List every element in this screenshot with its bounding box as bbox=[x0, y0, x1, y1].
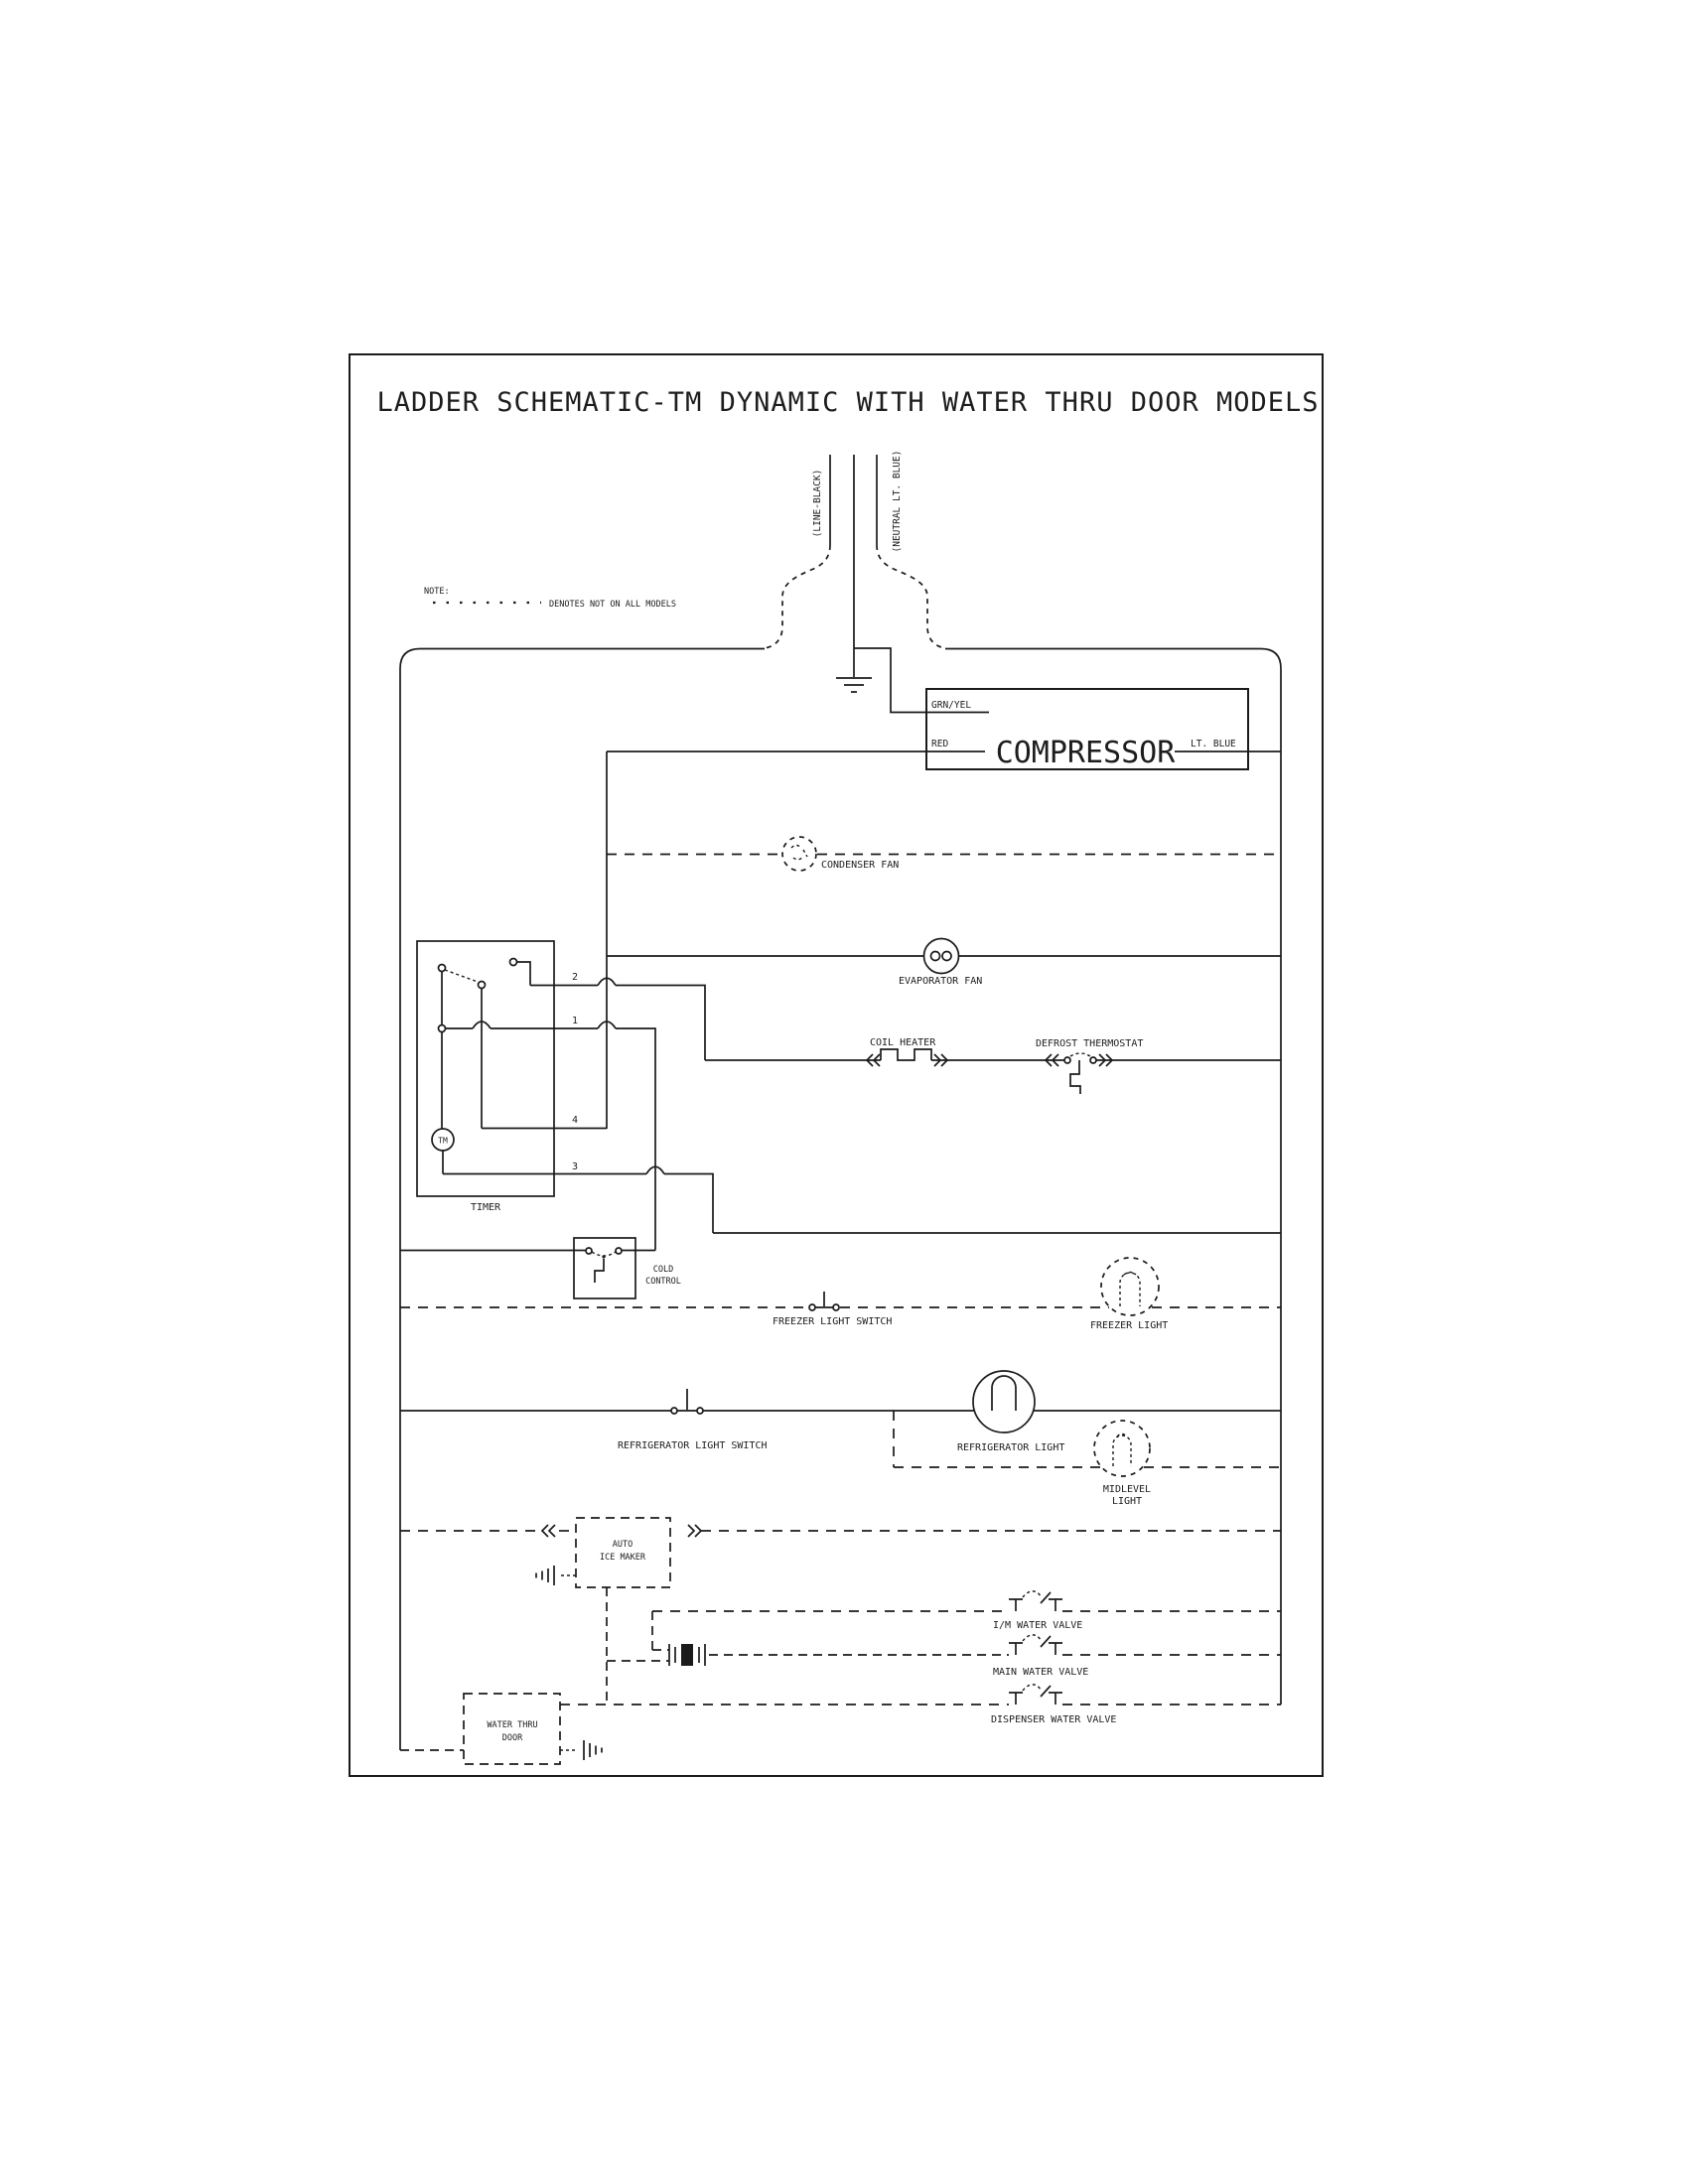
midlevel-light-label-2: LIGHT bbox=[1111, 1496, 1143, 1507]
valve-feed-group bbox=[607, 1611, 1009, 1666]
condenser-fan-icon bbox=[782, 837, 816, 871]
refrigerator-light-icon bbox=[973, 1371, 1035, 1433]
cold-control-group bbox=[400, 1238, 681, 1298]
cold-control-icon bbox=[595, 1259, 604, 1283]
neutral-funnel-curve bbox=[877, 545, 945, 648]
condenser-fan-group bbox=[607, 837, 1281, 871]
im-water-valve-label: I/M WATER VALVE bbox=[993, 1620, 1083, 1631]
water-thru-door-ground-icon bbox=[560, 1740, 602, 1760]
freezer-light-switch-label: FREEZER LIGHT SWITCH bbox=[773, 1316, 893, 1327]
schematic-border bbox=[350, 354, 1323, 1776]
dispenser-water-valve-icon bbox=[1009, 1685, 1062, 1705]
page-title: LADDER SCHEMATIC-TM DYNAMIC WITH WATER THRU DOOR MODELS bbox=[376, 387, 1320, 418]
compressor-group bbox=[607, 689, 1281, 770]
midlevel-light-group bbox=[894, 1411, 1281, 1507]
water-thru-door-label-2: DOOR bbox=[501, 1733, 523, 1743]
timer-terminal1-wire bbox=[446, 1028, 656, 1251]
icemaker-ground-icon bbox=[536, 1566, 576, 1585]
timer-box bbox=[417, 941, 554, 1196]
cold-control-label-2: CONTROL bbox=[645, 1277, 681, 1287]
timer-terminal2-wire bbox=[517, 962, 706, 1060]
timer-terminal4: 4 bbox=[572, 1115, 579, 1126]
condenser-fan-label: CONDENSER FAN bbox=[821, 860, 900, 871]
cold-control-box bbox=[574, 1238, 635, 1298]
timer-motor-label: TM bbox=[438, 1136, 448, 1146]
freezer-light-label: FREEZER LIGHT bbox=[1090, 1320, 1169, 1331]
power-supply-lines bbox=[400, 451, 1281, 1750]
timer-terminal3: 3 bbox=[572, 1161, 579, 1172]
compressor-grnyel-label: GRN/YEL bbox=[931, 700, 972, 711]
icemaker-chevrons-right-icon bbox=[688, 1525, 701, 1537]
compressor-red-label: RED bbox=[931, 739, 949, 750]
freezer-light-rung bbox=[400, 1258, 1281, 1331]
cold-control-label-1: COLD bbox=[652, 1265, 674, 1275]
neutral-label: (NEUTRAL LT. BLUE) bbox=[892, 450, 903, 553]
main-water-valve-icon bbox=[1009, 1635, 1062, 1655]
midlevel-light-icon bbox=[1094, 1421, 1150, 1476]
coil-heater-label: COIL HEATER bbox=[870, 1037, 936, 1048]
evaporator-fan-icon bbox=[924, 939, 959, 974]
freezer-light-icon bbox=[1101, 1258, 1159, 1315]
timer-switch-arm bbox=[445, 970, 478, 982]
auto-ice-maker-label-1: AUTO bbox=[612, 1540, 633, 1550]
midlevel-light-label-1: MIDLEVEL bbox=[1102, 1484, 1152, 1495]
thermostat-contact-arm bbox=[1070, 1053, 1090, 1056]
timer-terminal1: 1 bbox=[572, 1016, 579, 1026]
auto-ice-maker-label-2: ICE MAKER bbox=[599, 1553, 646, 1563]
timer-group bbox=[417, 941, 1281, 1251]
main-water-valve-group bbox=[993, 1635, 1281, 1678]
water-thru-door-label-1: WATER THRU bbox=[487, 1720, 538, 1730]
evaporator-fan-label: EVAPORATOR FAN bbox=[899, 976, 983, 987]
refrigerator-light-switch-label: REFRIGERATOR LIGHT SWITCH bbox=[618, 1440, 768, 1451]
timer-terminal4-wire bbox=[482, 989, 607, 1129]
refrigerator-light-switch-icon bbox=[671, 1389, 703, 1414]
water-thru-door-group bbox=[400, 1694, 602, 1764]
defrost-thermostat-label: DEFROST THERMOSTAT bbox=[1036, 1038, 1144, 1049]
defrost-thermostat-group bbox=[1036, 1038, 1281, 1094]
defrost-heater-group bbox=[705, 1037, 1064, 1066]
evaporator-fan-group bbox=[607, 939, 1281, 988]
timer-label: TIMER bbox=[470, 1202, 501, 1213]
defrost-thermostat-icon bbox=[1070, 1060, 1080, 1094]
freezer-light-switch-icon bbox=[809, 1292, 839, 1310]
line-black-label: (LINE-BLACK) bbox=[812, 469, 823, 538]
dispenser-water-valve-group bbox=[560, 1685, 1281, 1725]
dispenser-water-valve-label: DISPENSER WATER VALVE bbox=[991, 1714, 1117, 1725]
coil-heater-icon bbox=[881, 1049, 931, 1060]
refrigerator-light-label: REFRIGERATOR LIGHT bbox=[957, 1442, 1065, 1453]
timer-terminal3-wire bbox=[443, 1151, 1281, 1233]
right-rail bbox=[945, 649, 1281, 1706]
im-water-valve-group bbox=[652, 1591, 1281, 1631]
compressor-ltblue-label: LT. BLUE bbox=[1191, 739, 1236, 750]
note-label: NOTE: bbox=[424, 587, 450, 597]
compressor-label: COMPRESSOR bbox=[995, 736, 1176, 770]
icemaker-chevrons-left-icon bbox=[542, 1525, 555, 1537]
note-block bbox=[424, 587, 676, 610]
im-water-valve-icon bbox=[1009, 1591, 1062, 1611]
main-water-valve-label: MAIN WATER VALVE bbox=[993, 1667, 1089, 1678]
line-black-funnel-curve bbox=[765, 545, 830, 648]
ground-icon bbox=[836, 647, 872, 692]
connector-plug-icon bbox=[669, 1644, 705, 1666]
note-text: DENOTES NOT ON ALL MODELS bbox=[549, 600, 676, 610]
timer-terminal2: 2 bbox=[572, 972, 579, 983]
left-rail bbox=[400, 649, 765, 1751]
